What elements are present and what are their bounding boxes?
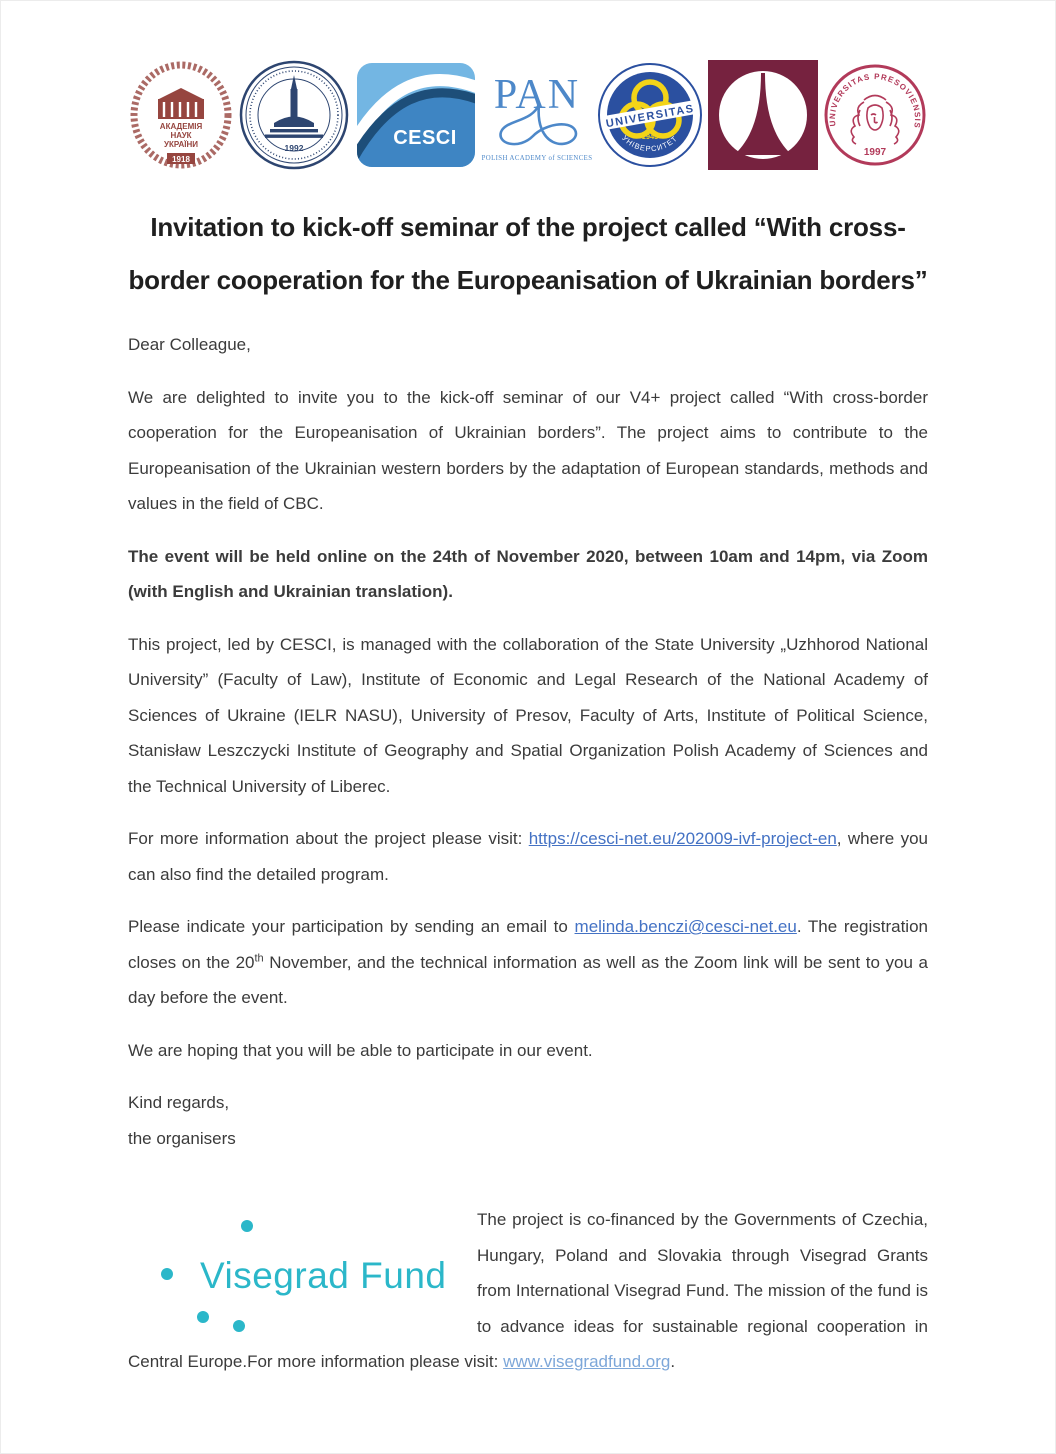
visegradfund-link[interactable]: www.visegradfund.org: [503, 1352, 671, 1371]
collaboration-paragraph: This project, led by CESCI, is managed with the collaboration of the State University „Uzhhorod National University” (Faculty of Law), Institute of Economic and Legal Research of the National Academy of Sciences of Ukraine (IELR NASU), University of Presov, Faculty of Arts, Institute of Political Science, Stanisław Leszczycki Institute of Geography and Spatial Organization Polish Academy of Sciences and the Technical University of Liberec.: [128, 634, 928, 796]
cesci-logo-icon: [355, 61, 477, 169]
project-page-link[interactable]: https://cesci-net.eu/202009-ivf-project-en: [528, 829, 837, 848]
nasu-text-line1: АКАДЕМІЯ: [159, 122, 203, 131]
visegrad-fund-wordmark: Visegrad Fund: [200, 1255, 447, 1296]
more-info-suffix: , where you can also find the detailed program.: [128, 829, 928, 884]
visegrad-fund-logo: [128, 1202, 477, 1338]
presov-year: 1997: [863, 147, 887, 158]
presov-university-logo-icon: [822, 62, 928, 168]
pan-label: PAN: [493, 72, 581, 118]
ielr-seal-logo-icon: [238, 59, 350, 171]
uzhhorod-bottom-text: УНІВЕРСИТЕТ: [620, 133, 680, 154]
hoping-paragraph: We are hoping that you will be able to participate in our event.: [128, 1040, 593, 1060]
uzhhorod-university-logo-icon: [597, 60, 703, 170]
funding-text: The project is co-financed by the Governments of Czechia, Hungary, Poland and Slovakia through Visegrad Grants from International Visegrad Fund. The mission of the fund is to advance ideas for sustainable regional cooperation in Central Europe.For more information please visit:: [128, 1210, 928, 1371]
event-details-paragraph: The event will be held online on the 24th of November 2020, between 10am and 14pm, via Zoom (with English and Ukrainian translation).: [128, 546, 928, 601]
funding-suffix: .: [670, 1352, 676, 1371]
visegrad-dot-icon: [161, 1268, 173, 1280]
pan-caption: POLISH ACADEMY of SCIENCES: [481, 155, 593, 162]
registration-mid: . The registration closes on the 20: [128, 917, 928, 972]
registration-prefix: Please indicate your participation by sending an email to: [128, 917, 575, 936]
salutation: Dear Colleague,: [128, 335, 251, 354]
more-info-paragraph: [128, 821, 928, 892]
uzhhorod-year: 1945: [641, 132, 659, 141]
document-page: [1, 59, 1055, 1380]
visegrad-dot-icon: [197, 1311, 209, 1323]
more-info-prefix: For more information about the project please visit:: [128, 829, 529, 848]
closing-block: [128, 1085, 928, 1156]
registration-suffix: November, and the technical information as well as the Zoom link will be sent to you a day before the event.: [128, 952, 928, 1007]
document-title-line2: border cooperation for the Europeanisation of Ukrainian borders”: [128, 265, 928, 295]
footer: [128, 1202, 928, 1380]
ordinal-suffix: th: [254, 951, 264, 964]
document-title: [128, 201, 928, 307]
cesci-label: CESCI: [392, 127, 457, 149]
visegrad-dot-icon: [233, 1320, 245, 1332]
registration-email-link[interactable]: melinda.benczi@cesci-net.eu: [574, 917, 797, 936]
nasu-text-line2: НАУК: [170, 131, 192, 140]
partner-logo-strip: [128, 59, 928, 171]
uzhhorod-band-text: UNIVERSITAS: [605, 102, 696, 131]
intro-paragraph: We are delighted to invite you to the kick-off seminar of our V4+ project called “With cross-border cooperation for the Europeanisation of Ukrainian borders”. The project aims to contribute to the Europeanisation of the Ukrainian western borders by the adaptation of European standards, methods and values in the field of CBC.: [128, 387, 928, 513]
nasu-ukraine-logo-icon: [128, 61, 234, 169]
nasu-year: 1918: [172, 155, 190, 164]
closing-regards: Kind regards,: [128, 1093, 230, 1112]
document-title-line1: Invitation to kick-off seminar of the project called “With cross-: [150, 212, 906, 242]
closing-signature: the organisers: [128, 1128, 236, 1148]
nasu-text-line3: УКРАЇНИ: [163, 140, 199, 149]
pan-logo-icon: [481, 64, 593, 166]
tul-liberec-logo-icon: [708, 60, 818, 170]
visegrad-dot-icon: [241, 1220, 253, 1232]
registration-paragraph: [128, 909, 928, 1016]
ielr-seal-year: 1992: [284, 143, 304, 153]
presov-ring-text: UNIVERSITAS PRESOVIENSIS: [827, 72, 923, 130]
